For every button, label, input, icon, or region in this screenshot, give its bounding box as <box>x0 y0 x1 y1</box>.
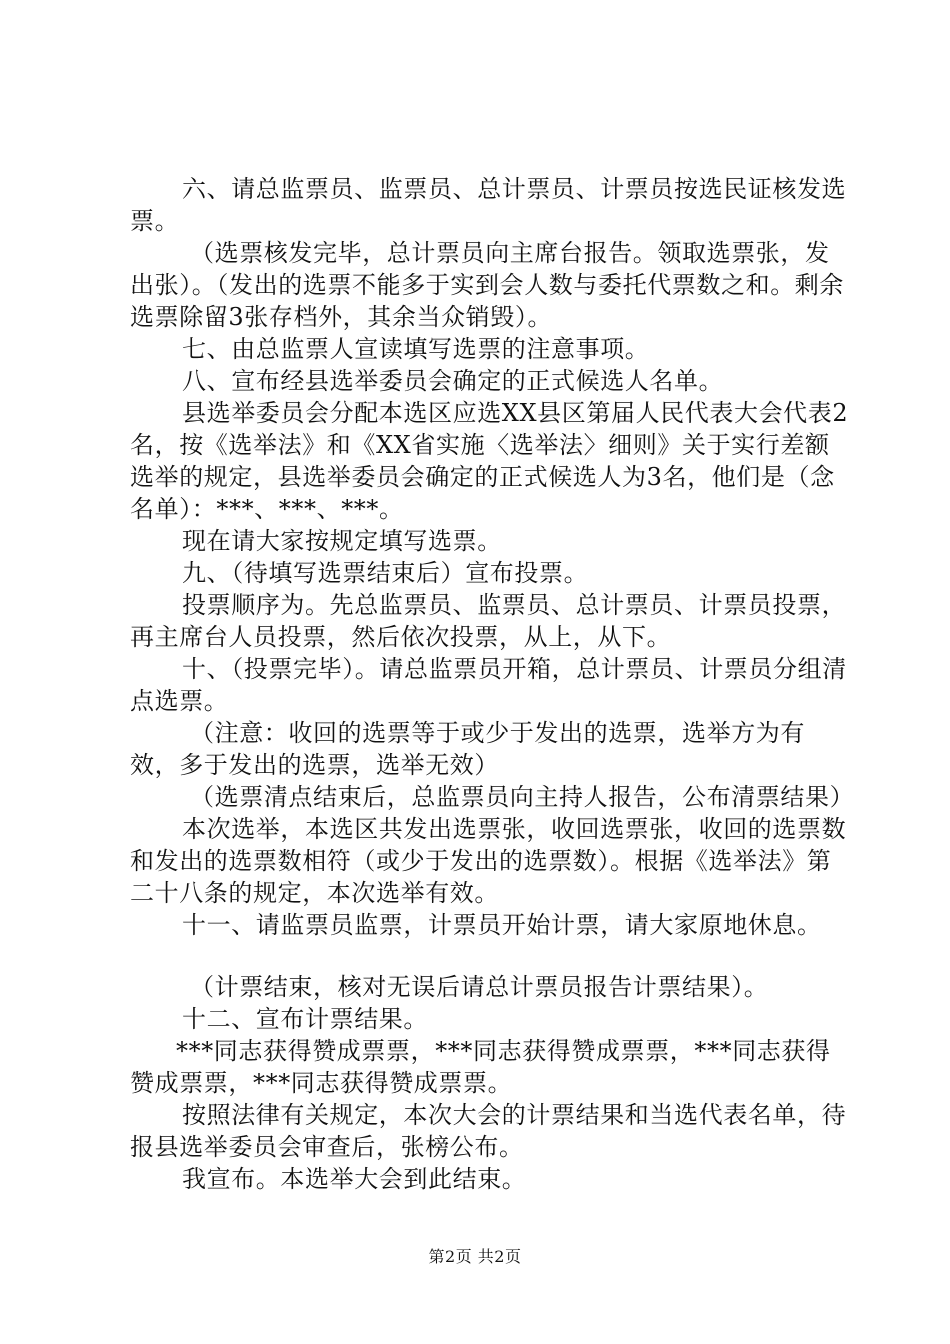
paragraph-vote-results: ***同志获得赞成票票，***同志获得赞成票票，***同志获得赞成票票，***同志获得赞成票票。 <box>130 1037 831 1097</box>
document-body <box>130 173 855 1195</box>
page-footer <box>0 1247 950 1267</box>
page-number: 第2页 共2页 <box>428 1247 522 1266</box>
paragraph-spacer <box>130 941 850 971</box>
paragraph-tally-note: （计票结束，核对无误后请总计票员报告计票结果）。 <box>190 973 769 1001</box>
paragraph-validity-note: （注意：收回的选票等于或少于发出的选票，选举方为有效，多于发出的选票，选举无效） <box>130 719 805 779</box>
paragraph-legal-review: 按照法律有关规定，本次大会的计票结果和当选代表名单，待报县选举委员会审查后，张榜公布。 <box>130 1101 847 1161</box>
paragraph-item-12: 十二、宣布计票结果。 <box>182 1005 428 1033</box>
paragraph-item-6: 六、请总监票员、监票员、总计票员、计票员按选民证核发选票。 <box>130 175 847 235</box>
paragraph-item-8: 八、宣布经县选举委员会确定的正式候选人名单。 <box>182 367 724 395</box>
paragraph-item-9: 九、（待填写选票结束后）宣布投票。 <box>182 559 589 587</box>
paragraph-item-7: 七、由总监票人宣读填写选票的注意事项。 <box>182 335 650 363</box>
paragraph-election-summary: 本次选举，本选区共发出选票张，收回选票张，收回的选票数和发出的选票数相符（或少于发出的选票数）。根据《选举法》第二十八条的规定，本次选举有效。 <box>130 815 847 907</box>
paragraph-item-10: 十、（投票完毕）。请总监票员开箱，总计票员、计票员分组清点选票。 <box>130 655 847 715</box>
paragraph-candidate-list: 县选举委员会分配本选区应选XX县区第届人民代表大会代表2名，按《选举法》和《XX省实施〈选举法〉细则》关于实行差额选举的规定，县选举委员会确定的正式候选人为3名，他们是（念名单）：***、***、***。 <box>130 399 849 523</box>
paragraph-closing: 我宣布。本选举大会到此结束。 <box>182 1165 527 1193</box>
paragraph-fill-ballot: 现在请大家按规定填写选票。 <box>182 527 502 555</box>
paragraph-ballot-issue-note: （选票核发完毕，总计票员向主席台报告。领取选票张，发出张）。（发出的选票不能多于实到会人数与委托代票数之和。剩余选票除留3张存档外，其余当众销毁）。 <box>130 239 844 331</box>
paragraph-count-report-note: （选票清点结束后，总监票员向主持人报告，公布清票结果） <box>190 783 855 811</box>
paragraph-item-11: 十一、请监票员监票，计票员开始计票，请大家原地休息。 <box>182 911 822 939</box>
paragraph-voting-order: 投票顺序为。先总监票员、监票员、总计票员、计票员投票，再主席台人员投票，然后依次投票，从上，从下。 <box>130 591 847 651</box>
